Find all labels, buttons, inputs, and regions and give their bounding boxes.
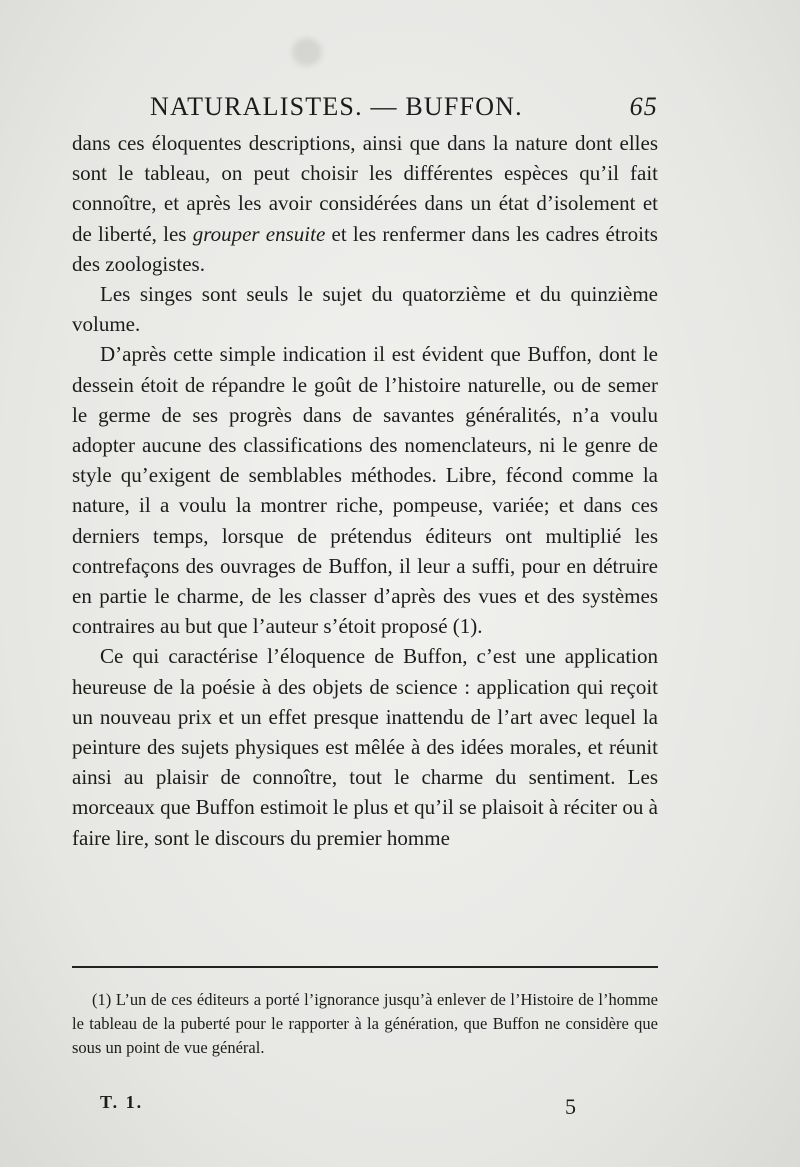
footnote-text: (1) L’un de ces éditeurs a porté l’ignorance jusqu’à enlever de l’Histoire de l’homme le tableau de la puberté pour le rapporter à la génération, que Buffon ne considère que sous un point de vue général. [72,990,658,1057]
page-number: 65 [629,92,658,121]
paragraph-2 [72,279,658,339]
paragraph-text: et les renfermer dans les cadres étroits des zoologistes. [72,221,658,276]
sheet-number: 5 [565,1094,576,1119]
paragraph-text: dans ces éloquentes descriptions, ainsi que dans la nature dont elles sont le tableau, on peut choisir les différentes espèces qu’il fait connoître, et après les avoir considérées dans un état d’isolement et de liberté, les [72,131,658,246]
paragraph-3 [72,339,658,641]
running-head: NATURALISTES. — BUFFON. [150,92,523,121]
paragraph-text: D’après cette simple indication il est évident que Buffon, dont le dessein étoit de répandre le goût de l’histoire naturelle, ou de semer le germe de ses progrès dans de savantes généralités, n’a voulu adopter aucune des classifications des nomenclateurs, ni le genre de style qu’exigent de semblables méthodes. Libre, fécond comme la nature, il a voulu la montrer riche, pompeuse, variée; et dans ces derniers temps, lorsque de prétendus éditeurs ont multiplié les contrefaçons des ouvrages de Buffon, il leur a suffi, pour en détruire en partie le charme, de les classer d’après des vues et des systèmes contraires au but que l’auteur s’étoit proposé (1). [72,342,658,639]
emphasized-text: grouper ensuite [192,221,326,246]
paragraph-4 [72,641,658,852]
paragraph-1 [72,128,658,279]
footnote-rule [72,966,658,968]
footnote [72,988,658,1059]
signature-mark: T. 1. [100,1092,144,1112]
body-text [72,128,658,853]
ink-smudge [292,38,322,66]
paragraph-text: Les singes sont seuls le sujet du quatorzième et du quinzième volume. [72,282,658,337]
paragraph-text: Ce qui caractérise l’éloquence de Buffon, c’est une application heureuse de la poésie à des objets de science : application qui reçoit un nouveau prix et un effet presque inattendu de l’art avec lequel la peinture des sujets physiques est mêlée à des idées morales, et réunit ainsi au plaisir de connoître, tout le charme du sentiment. Les morceaux que Buffon estimoit le plus et qu’il se plaisoit à réciter ou à faire lire, sont le discours du premier homme [72,644,658,850]
